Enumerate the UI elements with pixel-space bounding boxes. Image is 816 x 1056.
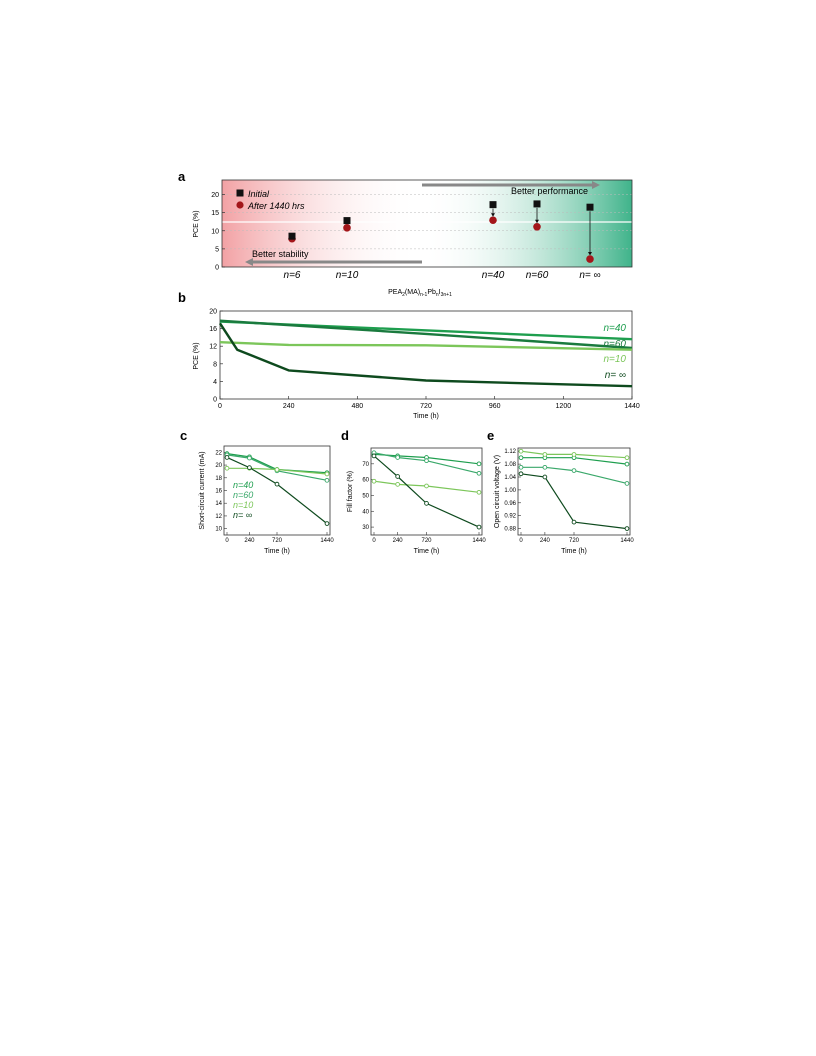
panel-e-point-n-10 [519,449,523,453]
panel-c-legend-n-10: n=10 [233,500,254,510]
panel-c-x-tick-label: 720 [271,538,283,544]
panel-c-x-axis-label: Time (h) [264,548,290,555]
panel-c-point-n-10 [225,466,229,470]
panel-d-point-n-40 [477,462,481,466]
panel-c-x-tick-label: 1440 [320,538,334,544]
panel-a-y-tick-label: 20 [211,192,219,199]
initial-point-n-10 [344,217,351,224]
panel-e-x-tick-label: 720 [568,538,580,544]
panel-b-series-labels [603,323,626,381]
initial-point-n-60 [534,200,541,207]
panel-a-y-tick-label: 0 [215,264,219,272]
panel-d-x-tick-label: 1440 [472,538,486,544]
panel-d-x-tick-label: 0 [372,538,376,544]
panel-e-y-axis-label: Open circuit voltage (V) [494,454,501,529]
panel-b-y-tick-label: 8 [213,361,217,369]
panel-c-point-n-10 [325,472,329,476]
category-label-n-inf: n= ∞ [579,270,601,281]
xlabel-part-pea: PEA [388,289,403,296]
panel-c-y-tick-label: 16 [215,488,222,495]
panel-d-label: d [341,428,349,443]
panel-d-point-n-inf [477,525,481,529]
category-label-n-10: n=10 [335,270,359,281]
legend-initial-marker [237,190,244,197]
panel-c-y-axis-label: Short-circuit current (mA) [199,451,206,530]
legend-after-label: After 1440 hrs [248,201,305,211]
initial-point-n-inf [587,204,594,211]
panel-c-legend-n-40: n=40 [233,480,254,490]
xlabel-part-ma: (MA) [404,289,421,296]
panel-b-x-tick-label: 480 [351,403,364,410]
panel-c [199,446,334,555]
panel-c-y-tick-label: 18 [215,475,222,482]
panel-c-point-n-inf [225,456,229,460]
panel-c-legend [233,480,253,520]
series-label-n-10: n=10 [603,354,626,365]
panel-a-x-axis-label [388,289,452,298]
better-stability-text: Better stability [252,249,309,259]
category-label-n-6: n=6 [283,270,301,281]
panel-b-x-tick-label: 1440 [624,403,640,410]
panel-e-point-n-60 [625,482,629,486]
panel-d-point-n-10 [477,490,481,494]
panel-d-point-n-inf [396,475,400,479]
better-performance-text: Better performance [511,186,589,196]
panel-d-y-tick-label: 70 [362,461,369,468]
panel-c-label: c [180,428,188,443]
panel-c-x-tick-label: 0 [225,538,229,544]
after-point-n-10 [343,224,351,232]
legend-after-marker [236,201,243,208]
panel-e-label: e [487,428,495,443]
panel-e-point-n-40 [625,462,629,466]
panel-b-label: b [178,290,186,305]
panel-e [494,448,634,555]
panel-b-x-tick-label: 240 [282,403,295,410]
xlabel-part-pb: Pb [427,289,436,296]
panel-d-point-n-inf [425,501,429,505]
panel-e-y-tick-label: 0.96 [504,500,516,507]
panel-d-point-n-10 [396,482,400,486]
panel-d-point-n-60 [477,471,481,475]
after-point-n-inf [586,255,594,263]
series-label-n-inf: n= ∞ [604,370,626,381]
panel-c-y-tick-label: 20 [215,463,222,470]
after-point-n-60 [533,223,541,231]
panel-e-point-n-inf [543,475,547,479]
panel-b-y-tick-label: 20 [209,308,217,316]
panel-c-point-n-60 [248,456,252,460]
panel-a-y-tick-label: 10 [211,228,219,236]
panel-d-y-axis-label: Fill factor (%) [347,470,354,513]
series-label-n-40: n=40 [603,323,626,334]
category-label-n-40: n=40 [481,270,505,281]
panel-e-point-n-60 [519,465,523,469]
panel-e-y-tick-label: 0.92 [504,513,516,520]
panel-e-x-tick-label: 1440 [620,538,634,544]
panel-c-point-n-60 [325,478,329,482]
legend-initial-label: Initial [248,189,270,199]
panel-d-y-tick-label: 60 [362,477,369,484]
category-label-n-60: n=60 [525,270,549,281]
panel-e-x-tick-label: 0 [519,538,523,544]
panel-c-y-tick-label: 14 [215,501,222,508]
panel-e-point-n-10 [572,453,576,457]
panel-e-point-n-inf [519,472,523,476]
panel-d-point-n-inf [372,454,376,458]
series-label-n-60: n=60 [603,339,626,350]
panel-e-y-tick-label: 1.00 [504,487,516,494]
panel-b-y-tick-label: 16 [209,326,217,334]
panel-c-y-tick-label: 22 [215,450,222,457]
panel-e-point-n-10 [543,453,547,457]
panel-e-y-tick-label: 1.08 [504,462,516,469]
panel-e-point-n-inf [625,527,629,531]
panel-a-label: a [178,169,186,184]
panel-d-y-tick-label: 50 [362,493,369,500]
panel-b-x-axis-label: Time (h) [413,413,439,420]
panel-b-x-tick-label: 0 [218,403,222,410]
panel-d [347,448,486,555]
panel-d-point-n-10 [372,479,376,483]
panel-a-category-labels [284,270,601,281]
panel-c-point-n-10 [275,468,279,472]
xlabel-part-i: I [438,289,441,296]
panel-c-point-n-inf [325,522,329,526]
panel-c-x-tick-label: 240 [244,538,255,544]
panel-e-point-n-60 [572,469,576,473]
panel-d-point-n-60 [425,459,429,463]
xlabel-sub-3n+1: 3n+1 [440,292,452,298]
panel-c-legend-n-inf: n= ∞ [233,510,253,520]
panel-d-x-tick-label: 720 [421,538,432,544]
xlabel-sub-2: 2 [402,292,405,298]
panel-e-x-axis-label: Time (h) [561,548,587,555]
panel-a-y-axis-label: PCE (%) [193,210,200,238]
panel-d-point-n-10 [425,484,429,488]
panel-c-point-n-inf [275,482,279,486]
panel-b-data [220,321,632,387]
panel-c-y-tick-label: 10 [215,526,222,533]
panel-e-point-n-60 [543,465,547,469]
panel-b-y-tick-label: 4 [213,378,217,386]
panel-e-point-n-10 [625,456,629,460]
panel-d-x-tick-label: 240 [392,538,403,544]
panel-e-point-n-40 [519,456,523,460]
panel-c-y-tick-label: 12 [215,513,222,520]
panel-b-x-tick-label: 960 [488,403,501,410]
panel-e-y-tick-label: 1.04 [504,475,516,481]
panel-b-x-tick-label: 1200 [555,403,572,410]
panel-e-x-tick-label: 240 [539,538,550,544]
xlabel-sub-n: n [435,292,439,298]
panel-d-point-n-60 [396,456,400,460]
panel-d-y-tick-label: 40 [362,509,369,516]
after-point-n-40 [489,216,497,224]
panel-d-x-axis-label: Time (h) [413,548,440,555]
panel-e-point-n-inf [572,520,576,524]
panel-a-y-tick-label: 5 [215,246,219,254]
panel-d-y-tick-label: 30 [362,525,369,532]
panel-e-y-tick-label: 0.88 [504,526,516,533]
panel-b-x-tick-label: 720 [420,403,432,410]
initial-point-n-40 [490,201,497,208]
panel-a-y-tick-label: 15 [211,210,219,218]
panel-d-line-n-inf [374,456,479,527]
panel-c-point-n-inf [248,466,252,470]
initial-point-n-6 [289,233,296,240]
xlabel-sub-n-1: n-1 [420,292,428,298]
panel-b-y-axis-label: PCE (%) [193,342,200,370]
panel-c-legend-n-60: n=60 [233,490,254,500]
panel-b-y-tick-label: 12 [209,343,217,351]
panel-e-y-tick-label: 1.12 [504,449,516,456]
panel-b-y-tick-label: 0 [213,396,217,404]
